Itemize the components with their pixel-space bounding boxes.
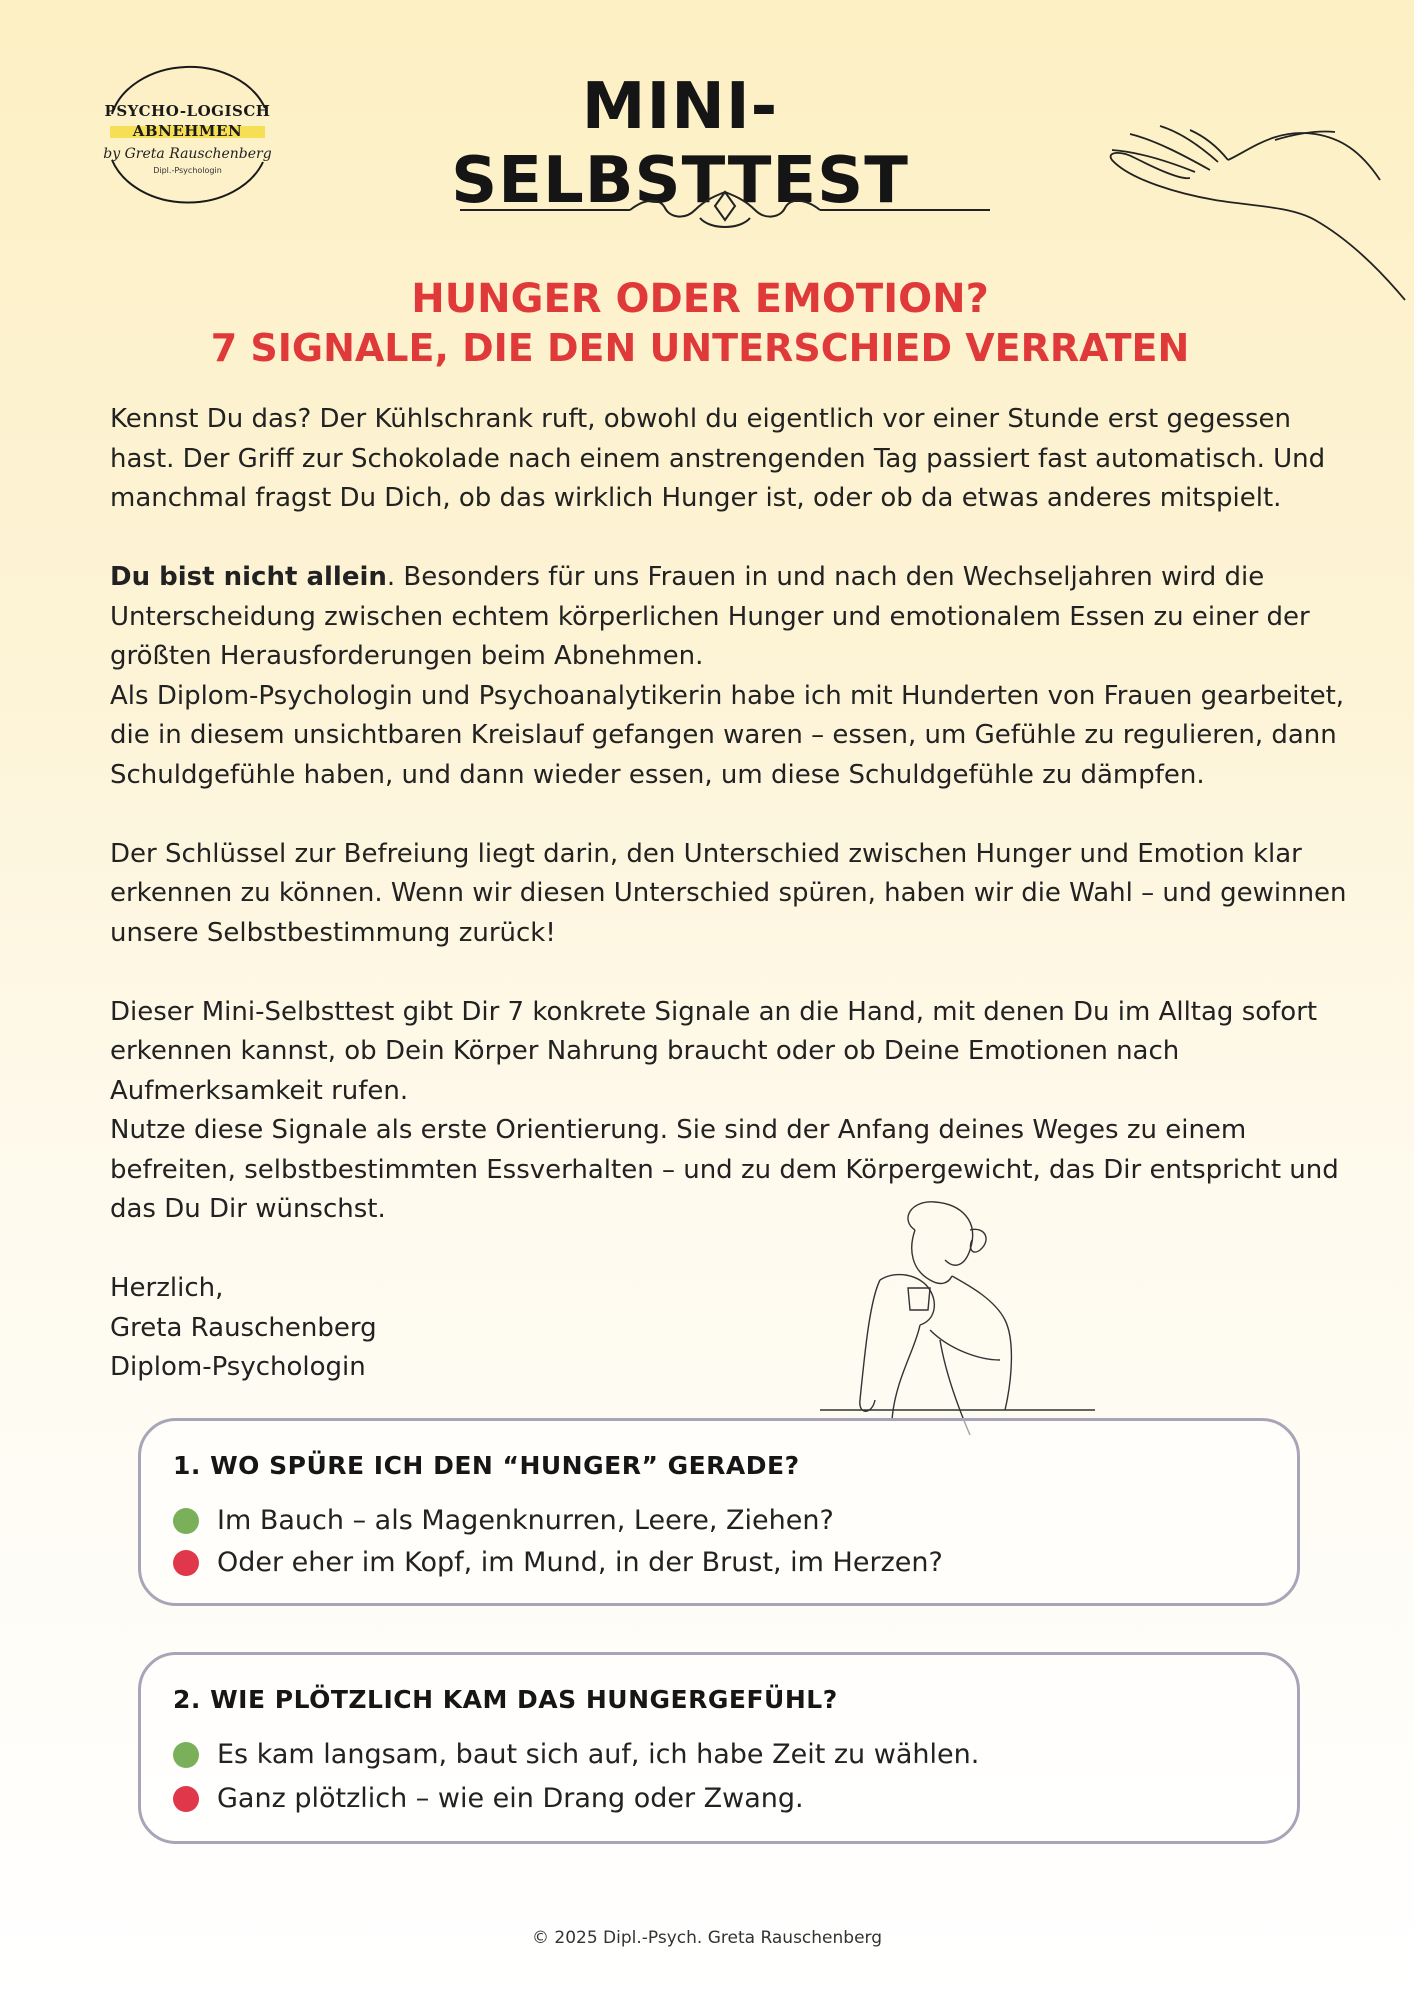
intro-paragraph-2-line-2: Als Diplom-Psychologin und Psychoanalytikerin habe ich mit Hunderten von Frauen gearbeitet, die in diesem unsichtbaren Kreislauf gefangen waren – essen, um Gefühle zu regulieren, dann Schuldgefühle haben, und dann wieder essen, um diese Schuldgefühle zu dämpfen. [110, 680, 1345, 790]
intro-text [110, 400, 1350, 1388]
author-name: Greta Rauschenberg [110, 1312, 377, 1343]
intro-paragraph-4-text: Dieser Mini-Selbsttest gibt Dir 7 konkrete Signale an die Hand, mit denen Du im Alltag sofort erkennen kannst, ob Dein Körper Nahrung braucht oder ob Deine Emotionen nach Aufmerksamkeit rufen. [110, 996, 1318, 1106]
subtitle-secondary: 7 SIGNALE, DIE DEN UNTERSCHIED VERRATEN [210, 326, 1190, 370]
question-title: 2. WIE PLÖTZLICH KAM DAS HUNGERGEFÜHL? [173, 1685, 838, 1714]
logo-line-1: PSYCHO-LOGISCH [104, 102, 271, 120]
subtitle-primary: HUNGER ODER EMOTION? [411, 276, 989, 322]
option-emotional-hunger [173, 1547, 943, 1578]
option-emotional-hunger [173, 1783, 804, 1814]
logo-subtitle: Dipl.-Psychologin [153, 166, 222, 175]
question-card [138, 1652, 1300, 1844]
intro-bold-phrase: Du bist nicht allein [110, 562, 387, 592]
brand-logo [100, 62, 275, 210]
green-dot-icon [173, 1508, 199, 1534]
intro-paragraph-2 [110, 558, 1350, 795]
question-title: 1. WO SPÜRE ICH DEN “HUNGER” GERADE? [173, 1451, 800, 1480]
intro-paragraph-4-line-2: Nutze diese Signale als erste Orientierung. Sie sind der Anfang deines Weges zu einem befreiten, selbstbestimmten Essverhalten – und zu dem Körpergewicht, das Dir entspricht und das Du Dir wünschst. [110, 1115, 1339, 1224]
red-dot-icon [173, 1786, 199, 1812]
option-physical-hunger [173, 1505, 834, 1536]
option-label: Oder eher im Kopf, im Mund, in der Brust, im Herzen? [217, 1547, 943, 1578]
woman-drinking-illustration-icon [820, 1200, 1100, 1440]
page-title: MINI-SELBSTTEST [451, 70, 909, 218]
option-label: Im Bauch – als Magenknurren, Leere, Ziehen? [217, 1505, 834, 1536]
intro-paragraph-4 [110, 993, 1350, 1230]
author-role: Diplom-Psychologin [110, 1352, 366, 1382]
intro-paragraph-2-text: . Besonders für uns Frauen in und nach den Wechseljahren wird die Unterscheidung zwischen echtem körperlichen Hunger und emotionalem Essen zu einer der größten Herausforderungen beim Abnehmen. [110, 562, 1310, 671]
option-physical-hunger [173, 1739, 979, 1770]
signature-block [110, 1269, 1350, 1388]
red-dot-icon [173, 1550, 199, 1576]
copyright-footer: © 2025 Dipl.-Psych. Greta Rauschenberg [531, 1928, 883, 1948]
option-label: Ganz plötzlich – wie ein Drang oder Zwang. [217, 1783, 804, 1814]
intro-paragraph-3: Der Schlüssel zur Befreiung liegt darin, den Unterschied zwischen Hunger und Emotion klar erkennen zu können. Wenn wir diesen Unterschied spüren, haben wir die Wahl – und gewinnen unsere Selbstbestimmung zurück! [110, 838, 1347, 948]
closing-text: Herzlich, [110, 1273, 224, 1303]
question-card [138, 1418, 1300, 1606]
ornament-divider-icon [460, 188, 990, 232]
green-dot-icon [173, 1742, 199, 1768]
option-label: Es kam langsam, baut sich auf, ich habe Zeit zu wählen. [217, 1739, 980, 1770]
intro-paragraph-1: Kennst Du das? Der Kühlschrank ruft, obwohl du eigentlich vor einer Stunde erst gegessen hast. Der Griff zur Schokolade nach einem anstrengenden Tag passiert fast automatisch. Und manchmal fragst Du Dich, ob das wirklich Hunger ist, oder ob da etwas anderes mitspielt. [110, 404, 1326, 513]
logo-signature: by Greta Rauschenberg [103, 146, 272, 162]
logo-line-2: ABNEHMEN [132, 122, 243, 140]
